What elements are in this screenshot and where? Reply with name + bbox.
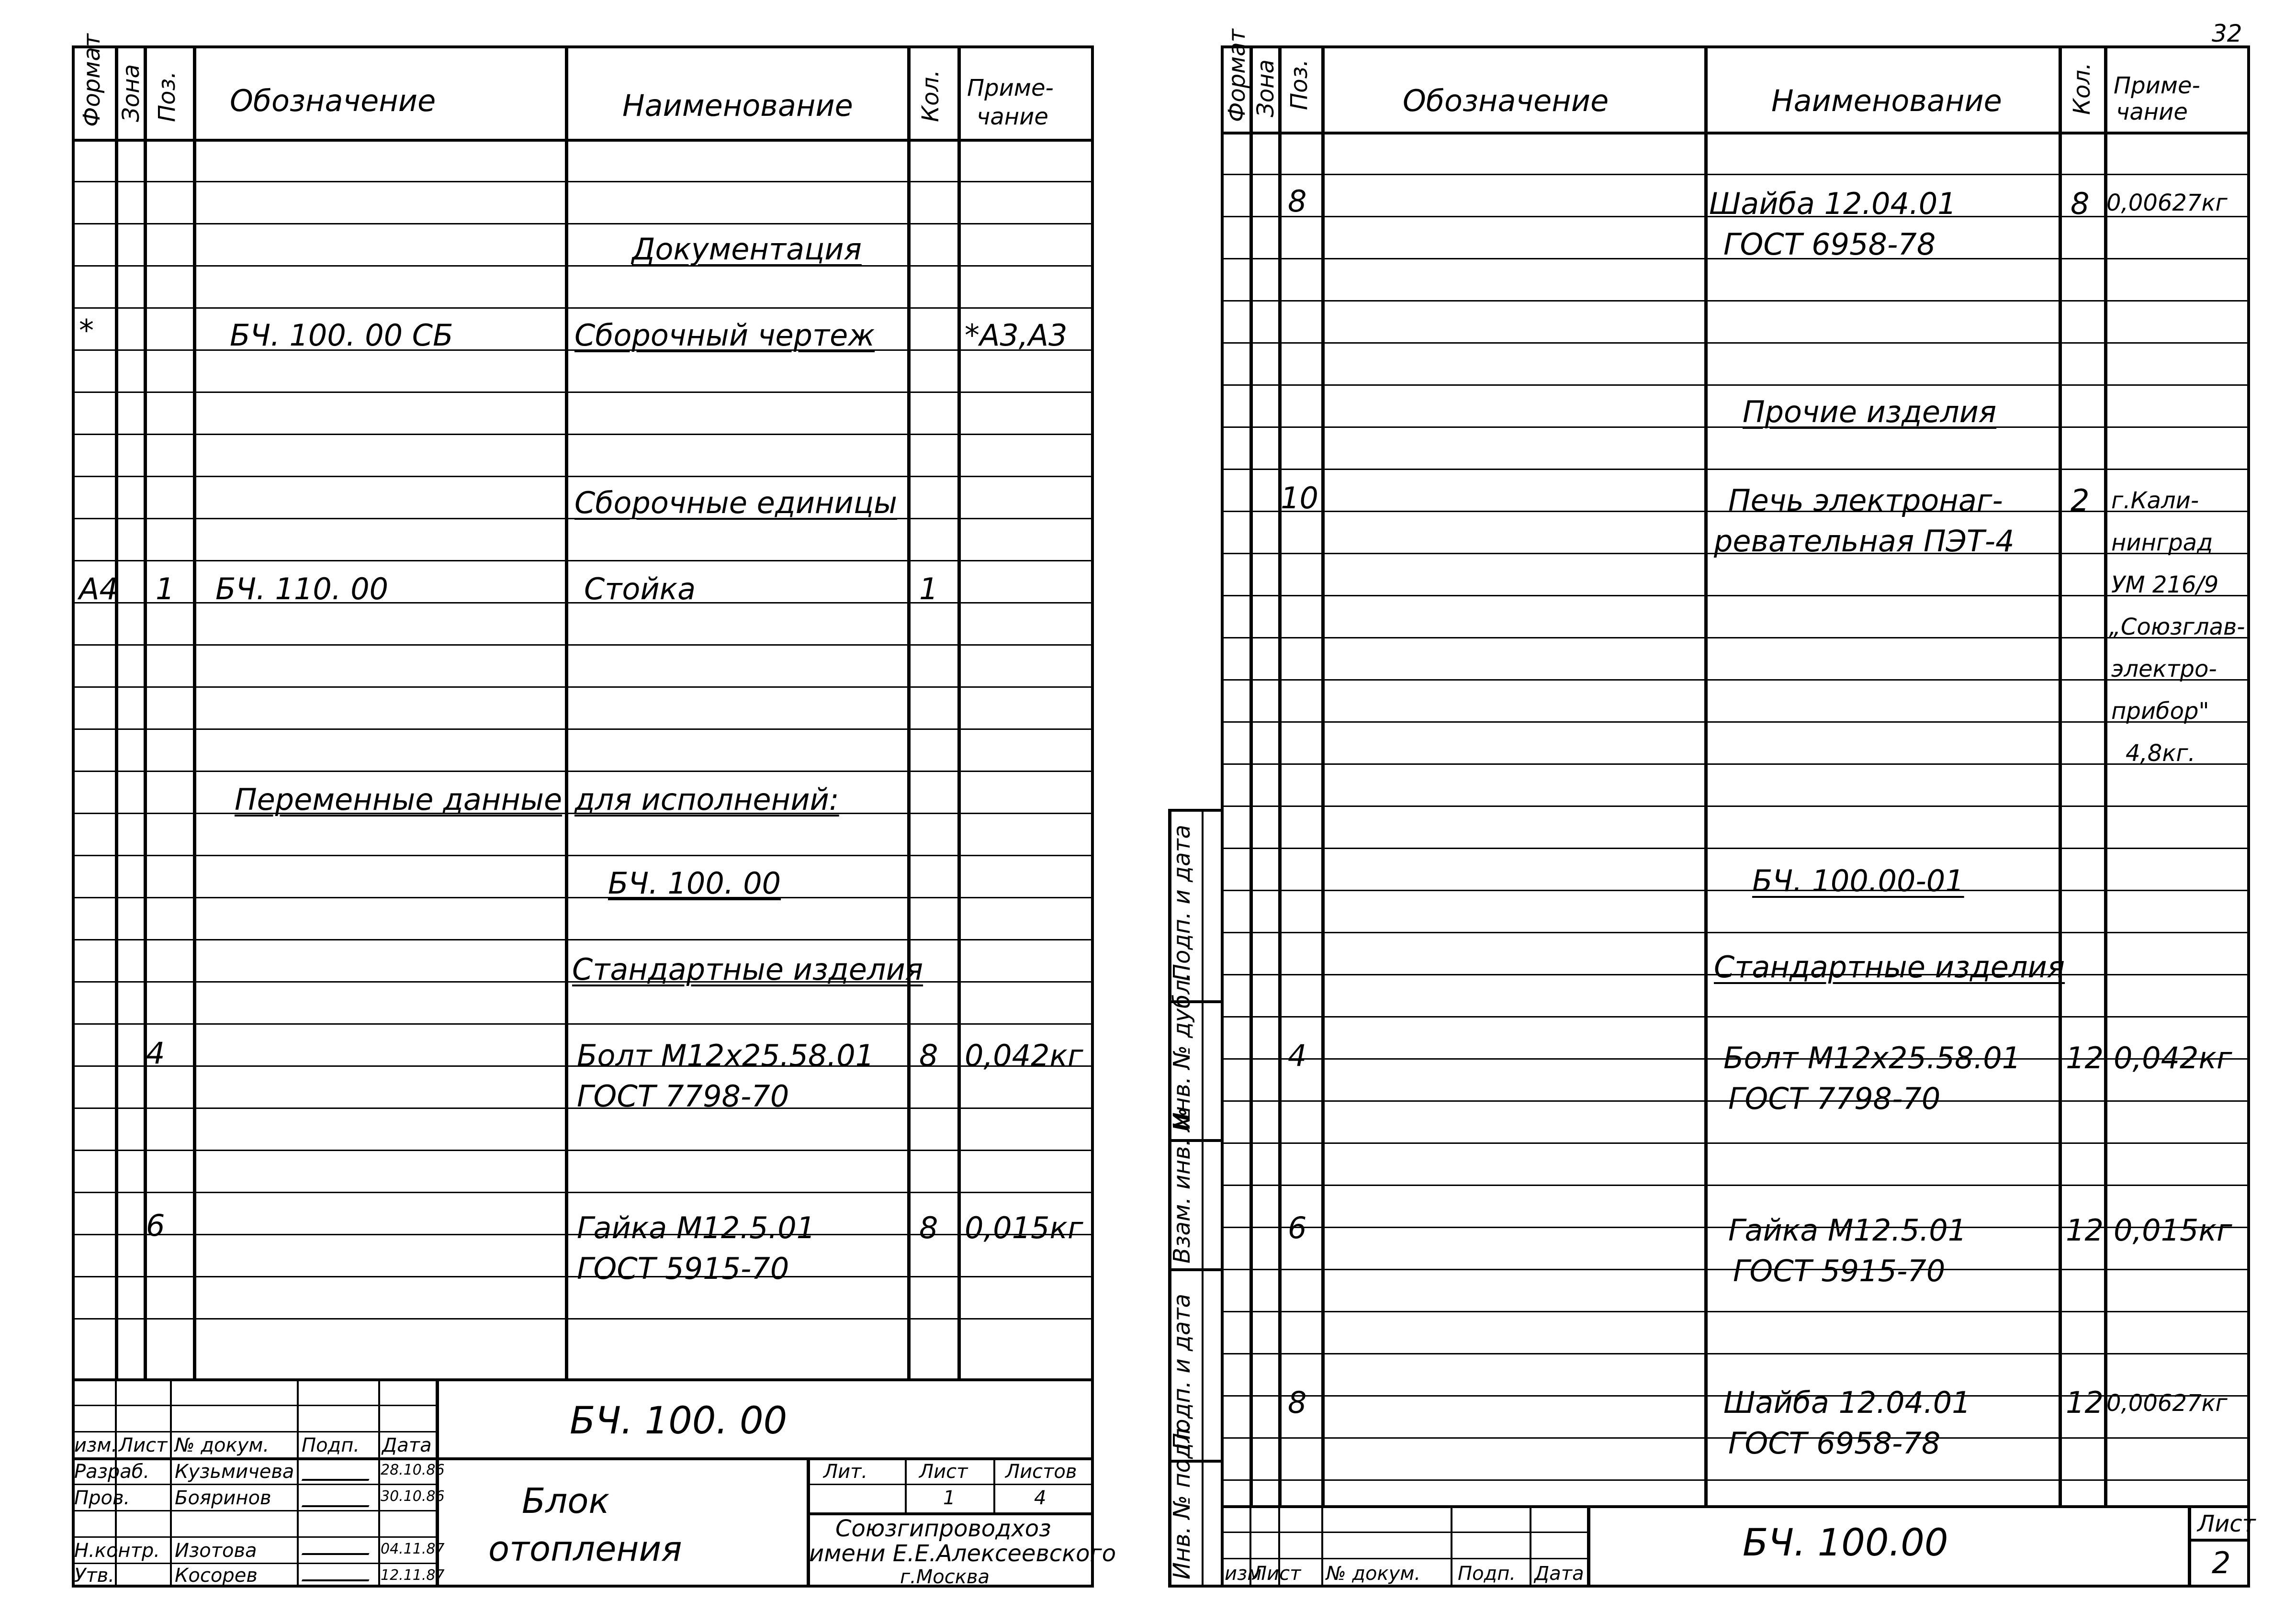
right-tb-line	[2188, 1505, 2191, 1588]
right-header-zone: Зона	[1252, 59, 1279, 117]
left-tb-row	[72, 1405, 436, 1406]
left-header-line	[72, 139, 1094, 142]
right-header-line	[1221, 132, 2250, 134]
left-row-line	[72, 686, 1094, 688]
right-stamp-sign-date-1: Подп. и дата	[1169, 825, 1195, 981]
right-header-note-2: чание	[2116, 99, 2188, 125]
left-tb-sign-nkontr	[302, 1534, 379, 1555]
left-header-note-1: Приме-	[967, 75, 1054, 101]
left-nut-note: 0,015кг	[965, 1210, 1083, 1245]
left-tb-sign-dev	[302, 1460, 379, 1481]
left-tb-org-3: г.Москва	[900, 1566, 990, 1588]
right-row-line	[1221, 637, 2250, 638]
right-tb-row	[2188, 1539, 2250, 1542]
left-tb-col-list: Лист	[119, 1434, 168, 1456]
right-tb-row	[1221, 1532, 1587, 1533]
right-bolt-gost: ГОСТ 7798-70	[1728, 1081, 1941, 1116]
left-row-line	[72, 434, 1094, 435]
left-tb-col-sign: Подп.	[302, 1434, 360, 1456]
left-tb-name-approve: Косорев	[175, 1565, 258, 1587]
right-stamp-top	[1168, 809, 1221, 812]
left-tb-line	[170, 1378, 172, 1588]
left-row-line	[72, 307, 1094, 309]
left-tb-col-izm: изм.	[74, 1434, 118, 1456]
right-row-line	[1221, 805, 2250, 807]
right-row-line	[1221, 469, 2250, 470]
left-tb-role-check: Пров.	[74, 1487, 130, 1509]
right-row-line	[1221, 174, 2250, 175]
left-row-line	[72, 265, 1094, 267]
left-asm-format: *	[79, 313, 94, 348]
right-tb-line	[1451, 1505, 1452, 1588]
left-tb-line	[807, 1457, 810, 1588]
left-tb-line	[297, 1378, 299, 1588]
left-asm-note: *А3,А3	[965, 318, 1068, 353]
left-row-line	[72, 728, 1094, 730]
right-stamp-col-line	[1202, 809, 1204, 1588]
left-stand-qty: 1	[919, 571, 938, 606]
right-col-line	[1249, 45, 1253, 1505]
left-tb-lit-label: Лит.	[823, 1461, 868, 1483]
left-bolt-note: 0,042кг	[965, 1038, 1083, 1073]
left-tb-date-nkontr: 04.11.87	[381, 1541, 445, 1557]
right-washer2-note: 0,00627кг	[2106, 1390, 2228, 1417]
right-washer1-name: Шайба 12.04.01	[1709, 186, 1957, 221]
right-row-line	[1221, 1311, 2250, 1312]
right-oven-note-7: 4,8кг.	[2126, 740, 2195, 767]
left-header-note-2: чание	[977, 103, 1048, 130]
left-tb-sheets-label: Листов	[1005, 1461, 1077, 1483]
right-row-line	[1221, 384, 2250, 386]
left-section-assembly-units: Сборочные единицы	[574, 485, 898, 520]
left-tb-role-nkontr: Н.контр.	[74, 1540, 160, 1562]
left-bolt-gost: ГОСТ 7798-70	[577, 1079, 789, 1114]
left-tb-line	[378, 1378, 380, 1588]
right-header-qty: Кол.	[2069, 62, 2095, 115]
right-tb-col-doc: № докум.	[1326, 1563, 1421, 1585]
right-row-line	[1221, 426, 2250, 428]
right-header-note-1: Приме-	[2114, 72, 2200, 99]
left-header-qty: Кол.	[917, 69, 944, 122]
left-row-line	[72, 855, 1094, 856]
right-washer2-qty: 12	[2066, 1385, 2104, 1420]
right-washer2-pos: 8	[1288, 1385, 1307, 1420]
right-spec-sheet	[1221, 45, 2250, 1588]
left-row-line	[72, 644, 1094, 646]
right-header-name: Наименование	[1771, 83, 2002, 118]
left-row-line	[72, 223, 1094, 224]
page-number: 32	[2212, 20, 2242, 47]
right-bolt-qty: 12	[2066, 1040, 2104, 1075]
right-stamp-vzam-inv: Взам. инв. №	[1169, 1107, 1195, 1264]
right-tb-line	[1321, 1505, 1323, 1588]
right-row-line	[1221, 342, 2250, 344]
left-tb-sign-approve	[302, 1560, 379, 1581]
left-header-zone: Зона	[118, 64, 145, 122]
left-tb-date-dev: 28.10.86	[381, 1462, 445, 1478]
left-row-line	[72, 1150, 1094, 1151]
right-row-line	[1221, 1185, 2250, 1186]
left-row-line	[72, 560, 1094, 561]
right-stamp-sign-date-2: Подп. и дата	[1169, 1294, 1195, 1450]
left-variable-data: Переменные данные	[235, 782, 563, 817]
left-tb-name-check: Бояринов	[175, 1487, 271, 1509]
right-row-line	[1221, 763, 2250, 765]
left-bolt-pos: 4	[146, 1036, 165, 1071]
right-nut-pos: 6	[1288, 1210, 1307, 1245]
right-tb-sheet-value: 2	[2212, 1545, 2231, 1580]
left-tb-date-approve: 12.11.87	[381, 1567, 445, 1584]
right-row-line	[1221, 1016, 2250, 1018]
right-header-pos: Поз.	[1286, 59, 1313, 110]
left-bolt-name: Болт М12х25.58.01	[577, 1038, 875, 1073]
left-tb-role-approve: Утв.	[74, 1565, 114, 1587]
left-tb-org-1: Союзгипроводхоз	[835, 1515, 1051, 1542]
right-bolt-note: 0,042кг	[2114, 1040, 2232, 1075]
left-tb-row	[72, 1536, 436, 1538]
right-oven-name-1: Печь электронаг-	[1728, 483, 2003, 518]
left-header-pos: Поз.	[154, 71, 180, 122]
right-tb-designation: БЧ. 100.00	[1743, 1521, 1948, 1565]
right-oven-note-5: электро-	[2111, 656, 2217, 682]
right-oven-qty: 2	[2071, 483, 2090, 518]
left-row-line	[72, 771, 1094, 772]
left-tb-name-nkontr: Изотова	[175, 1540, 257, 1562]
left-tb-row	[72, 1431, 436, 1432]
right-stamp-inv-dubl: Инв. № дубл.	[1169, 972, 1195, 1130]
left-section-standard: Стандартные изделия	[572, 952, 923, 987]
right-washer1-note: 0,00627кг	[2106, 190, 2228, 216]
left-tb-sign-check	[302, 1486, 379, 1507]
left-tb-sheet-label: Лист	[919, 1461, 968, 1483]
left-table-bottom-line	[72, 1378, 1094, 1381]
left-row-line	[72, 392, 1094, 393]
left-for-versions: для исполнений:	[574, 782, 839, 817]
left-tb-col-date: Дата	[382, 1434, 432, 1456]
left-row-line	[72, 1192, 1094, 1193]
right-washer1-pos: 8	[1288, 184, 1307, 219]
left-asm-name: Сборочный чертеж	[574, 318, 875, 353]
right-row-line	[1221, 721, 2250, 723]
left-tb-org-2: имени Е.Е.Алексеевского	[809, 1540, 1116, 1567]
right-oven-note-1: г.Кали-	[2111, 487, 2199, 514]
right-row-line	[1221, 595, 2250, 596]
left-tb-product-2: отопления	[488, 1529, 682, 1569]
left-tb-designation: БЧ. 100. 00	[570, 1399, 788, 1443]
right-stamp-inv-podl: Инв. № подл.	[1169, 1421, 1195, 1579]
left-section-documentation: Документация	[632, 232, 862, 267]
left-row-line	[72, 1318, 1094, 1320]
left-row-line	[72, 476, 1094, 477]
left-stand-designation: БЧ. 110. 00	[215, 571, 389, 606]
right-col-line	[1704, 45, 1708, 1505]
left-stand-name: Стойка	[584, 571, 696, 606]
right-tb-line	[1587, 1505, 1590, 1588]
right-section-other: Прочие изделия	[1743, 394, 1997, 429]
left-col-line	[957, 45, 961, 1378]
left-col-line	[907, 45, 911, 1378]
right-section-standard: Стандартные изделия	[1714, 950, 2065, 984]
right-bolt-name: Болт М12х25.58.01	[1723, 1040, 2021, 1075]
right-row-line	[1221, 932, 2250, 933]
right-stamp-row	[1168, 1268, 1221, 1271]
right-tb-col-date: Дата	[1534, 1563, 1584, 1585]
left-header-name: Наименование	[622, 88, 853, 123]
left-tb-row	[72, 1457, 1094, 1460]
right-col-line	[1321, 45, 1325, 1505]
left-col-line	[565, 45, 568, 1378]
left-row-line	[72, 897, 1094, 898]
right-washer2-gost: ГОСТ 6958-78	[1728, 1426, 1941, 1461]
left-tb-sheet-value: 1	[943, 1487, 956, 1509]
right-row-line	[1221, 1142, 2250, 1144]
right-nut-note: 0,015кг	[2114, 1213, 2232, 1248]
right-tb-col-izm: изм	[1225, 1563, 1262, 1585]
right-oven-name-2: ревательная ПЭТ-4	[1714, 524, 2015, 559]
right-tb-col-sign: Подп.	[1458, 1563, 1516, 1585]
right-tb-sheet-label: Лист	[2197, 1510, 2256, 1537]
left-stand-format: А4	[79, 571, 118, 606]
right-row-line	[1221, 300, 2250, 302]
left-col-line	[144, 45, 147, 1378]
right-table-bottom-line	[1221, 1505, 2250, 1508]
right-header-designation: Обозначение	[1403, 83, 1609, 118]
left-col-line	[193, 45, 196, 1378]
left-tb-date-check: 30.10.86	[381, 1488, 445, 1505]
right-oven-note-6: прибор"	[2111, 698, 2209, 725]
left-nut-pos: 6	[146, 1208, 165, 1243]
left-row-line	[72, 181, 1094, 182]
left-header-designation: Обозначение	[230, 83, 436, 118]
right-row-line	[1221, 890, 2250, 891]
right-tb-line	[1530, 1505, 1531, 1588]
right-header-format: Формат	[1224, 29, 1250, 122]
right-oven-pos: 10	[1281, 481, 1318, 515]
right-bolt-pos: 4	[1288, 1038, 1307, 1073]
right-col-line	[2104, 45, 2107, 1505]
left-stand-pos: 1	[156, 571, 175, 606]
left-row-line	[72, 939, 1094, 940]
left-col-line	[115, 45, 118, 1378]
right-version-designation: БЧ. 100.00-01	[1752, 863, 1964, 898]
right-row-line	[1221, 679, 2250, 681]
right-nut-qty: 12	[2066, 1213, 2104, 1248]
left-row-line	[72, 1023, 1094, 1025]
right-tb-row	[1221, 1558, 1587, 1559]
left-asm-designation: БЧ. 100. 00 СБ	[230, 318, 453, 353]
right-row-line	[1221, 1479, 2250, 1481]
right-washer1-gost: ГОСТ 6958-78	[1723, 227, 1936, 262]
left-nut-name: Гайка М12.5.01	[577, 1210, 816, 1245]
left-tb-col-doc: № докум.	[175, 1434, 270, 1456]
left-tb-row	[72, 1563, 436, 1564]
left-header-format: Формат	[79, 34, 105, 127]
right-nut-gost: ГОСТ 5915-70	[1733, 1253, 1946, 1288]
right-washer2-name: Шайба 12.04.01	[1723, 1385, 1971, 1420]
left-nut-gost: ГОСТ 5915-70	[577, 1251, 789, 1286]
left-version-designation: БЧ. 100. 00	[608, 866, 781, 901]
left-nut-qty: 8	[919, 1210, 938, 1245]
left-tb-name-dev: Кузьмичева	[175, 1461, 294, 1483]
right-tb-col-list: Лист	[1252, 1563, 1301, 1585]
left-tb-sheets-value: 4	[1034, 1487, 1047, 1509]
right-oven-note-4: „Союзглав-	[2109, 614, 2245, 640]
right-oven-note-2: нинград	[2111, 529, 2213, 556]
right-oven-note-3: УМ 216/9	[2111, 571, 2219, 598]
left-tb-row	[72, 1510, 436, 1511]
right-nut-name: Гайка М12.5.01	[1728, 1213, 1967, 1248]
left-tb-product-1: Блок	[522, 1481, 609, 1521]
left-bolt-qty: 8	[919, 1038, 938, 1073]
right-stamp-bottom	[1168, 1585, 1221, 1588]
right-row-line	[1221, 1353, 2250, 1354]
left-tb-role-dev: Разраб.	[74, 1461, 150, 1483]
right-row-line	[1221, 848, 2250, 849]
right-washer1-qty: 8	[2071, 186, 2090, 221]
left-tb-row	[807, 1484, 1094, 1485]
right-col-line	[2059, 45, 2062, 1505]
left-tb-row	[72, 1484, 436, 1485]
right-col-line	[1278, 45, 1282, 1505]
